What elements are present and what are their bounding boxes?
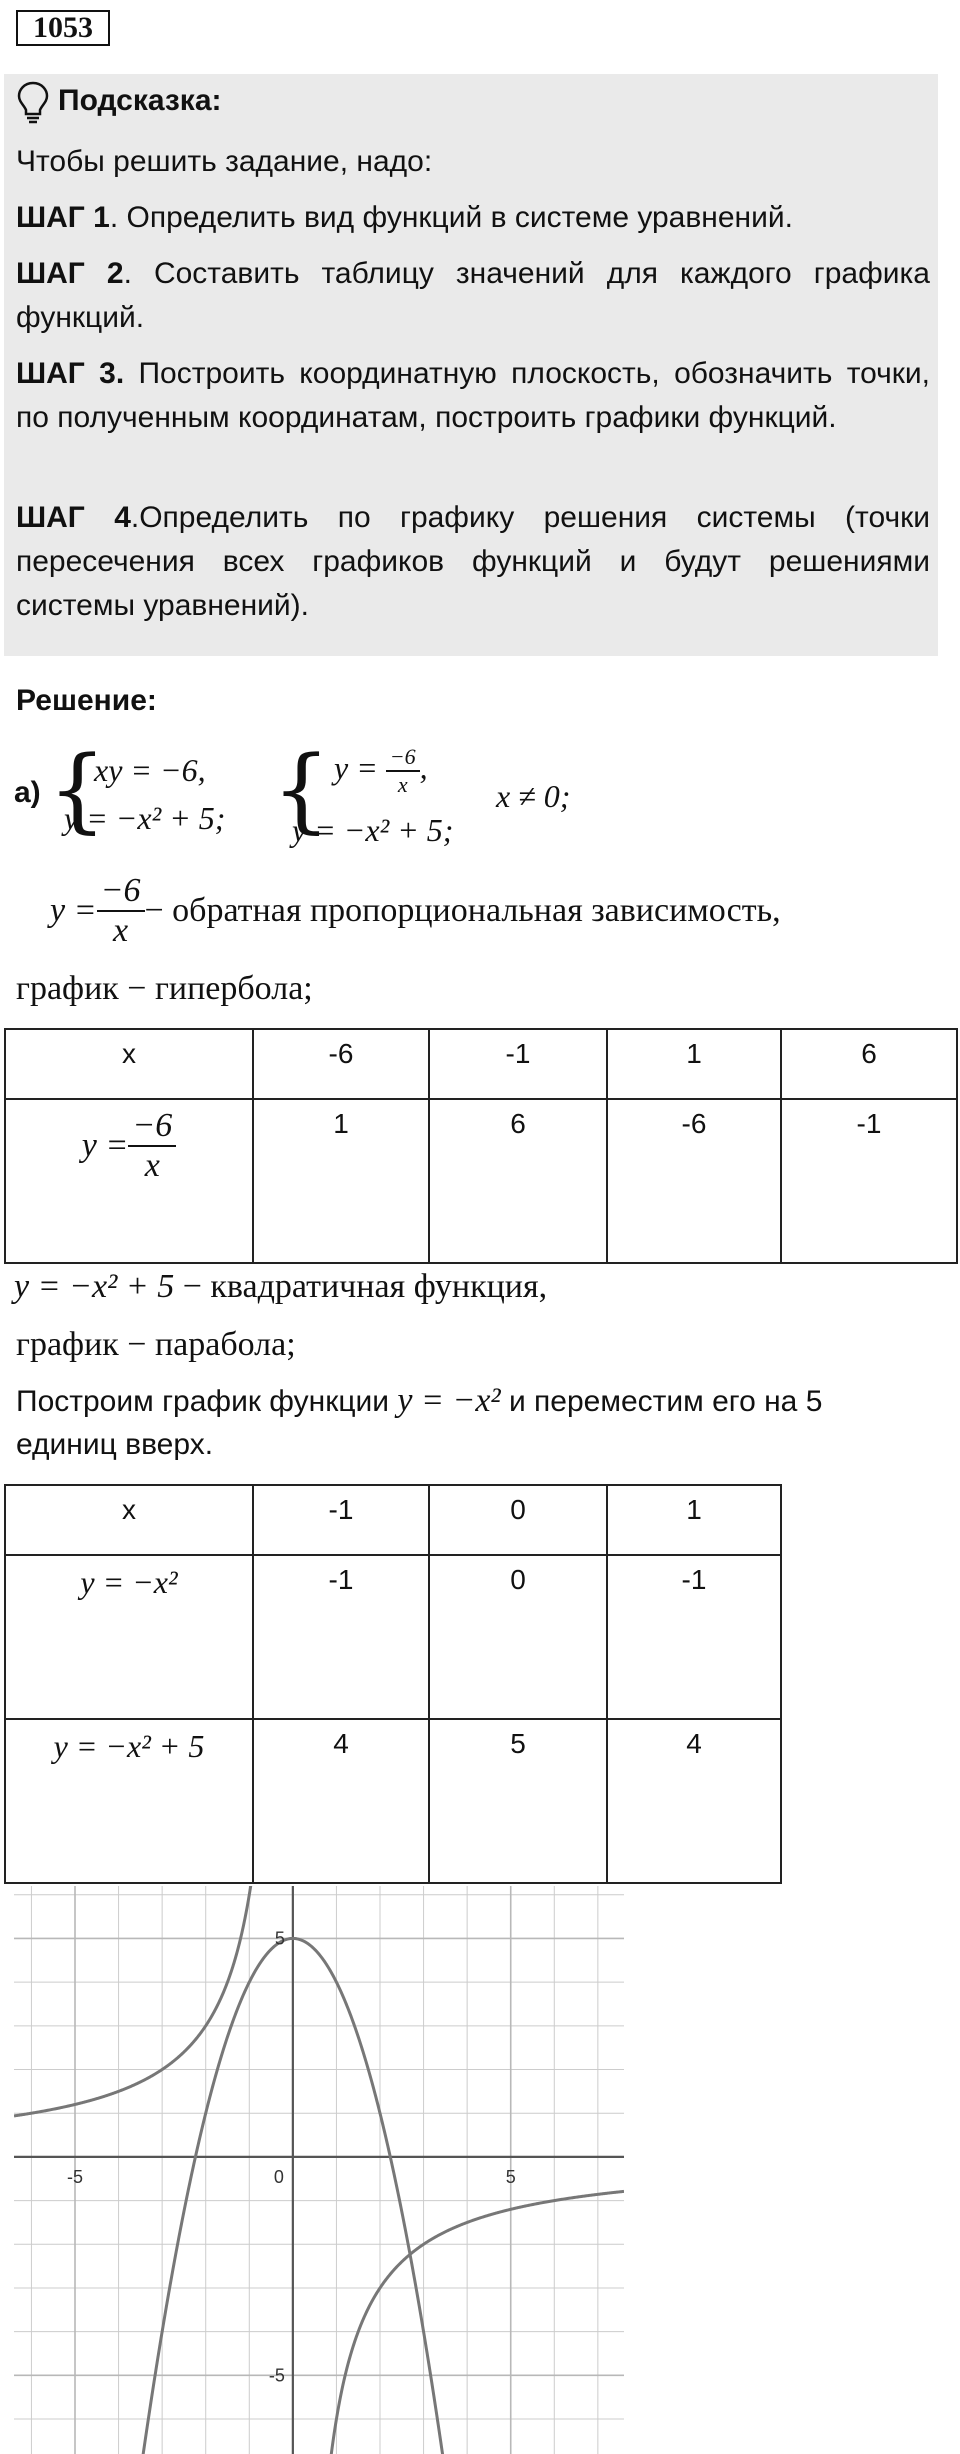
x-tick-label: -5 [66, 2166, 84, 2187]
x-tick-label: 5 [505, 2166, 516, 2187]
table-cell: -6 [607, 1099, 781, 1263]
table-cell: -1 [253, 1485, 429, 1555]
table-row [5, 1099, 957, 1263]
table-header-x: x [5, 1485, 253, 1555]
parabola-table [4, 1484, 782, 1884]
table-cell: -1 [429, 1029, 607, 1099]
build-instruction-cont: единиц вверх. [16, 1428, 214, 1461]
lightbulb-icon [16, 80, 50, 129]
table-row-label: y = −x² [5, 1555, 253, 1719]
hyperbola-right-branch [330, 2191, 624, 2454]
condition: x ≠ 0; [496, 778, 571, 814]
table-row [5, 1485, 781, 1555]
hyperbola-description: y = $\frac{-6}{x}$ − обратная пропорциональная зависимость, [50, 872, 781, 949]
hyperbola-table [4, 1028, 958, 1264]
table-cell: -1 [607, 1555, 781, 1719]
table-row-label: y = −x² + 5 [5, 1719, 253, 1883]
hint-intro: Чтобы решить задание, надо: [16, 145, 433, 178]
table-row [5, 1719, 781, 1883]
system1-eq2: y = −x² + 5; [64, 800, 226, 836]
table-cell: 1 [253, 1099, 429, 1263]
table-cell: 1 [607, 1485, 781, 1555]
system2-brace: { [272, 736, 331, 843]
y-tick-label: 5 [274, 1928, 285, 1949]
part-label: а) [14, 776, 41, 809]
hyperbola-left-branch [14, 1886, 256, 2116]
table-row [5, 1029, 957, 1099]
parabola-description: y = −x² + 5 − квадратичная функция, [14, 1268, 548, 1305]
hint-step-1: ШАГ 1. Определить вид функций в системе уравнений. [16, 201, 793, 234]
system1-brace: { [48, 736, 107, 843]
hint-step-4: ШАГ 4.Определить по графику решения системы (точки пересечения всех графиков функций и будут решениями системы уравнений). [16, 501, 930, 622]
hint-title: Подсказка: [58, 84, 222, 117]
hyperbola-graph-type: график − гипербола; [16, 970, 313, 1007]
table-cell: 6 [429, 1099, 607, 1263]
hint-step-2: ШАГ 2. Составить таблицу значений для каждого графика функций. [16, 257, 930, 334]
function-graph [14, 1886, 624, 2454]
table-cell: 5 [429, 1719, 607, 1883]
build-instruction: Построим график функции y = −x² и переместим его на 5 [16, 1382, 823, 1419]
table-cell: 0 [429, 1485, 607, 1555]
table-cell: 0 [429, 1555, 607, 1719]
system2-eq2: y = −x² + 5; [292, 812, 454, 848]
table-cell: -1 [781, 1099, 957, 1263]
table-cell: -6 [253, 1029, 429, 1099]
hint-box [4, 74, 938, 656]
table-row [5, 1555, 781, 1719]
parabola-graph-type: график − парабола; [16, 1326, 296, 1363]
task-number: 1053 [16, 10, 110, 46]
table-header-x: x [5, 1029, 253, 1099]
system2-eq1: y = $\frac{-6}{x}$ , [334, 744, 428, 797]
table-cell: 6 [781, 1029, 957, 1099]
table-cell: 1 [607, 1029, 781, 1099]
hint-step-3: ШАГ 3. Построить координатную плоскость, обозначить точки, по полученным координатам, построить графики функций. [16, 357, 930, 434]
solution-heading: Решение: [16, 684, 157, 717]
table-row-label: y = $\frac{-6}{x}$ [5, 1099, 253, 1263]
x-tick-label: 0 [273, 2166, 284, 2187]
system1-eq1: xy = −6, [94, 752, 206, 788]
table-cell: -1 [253, 1555, 429, 1719]
table-cell: 4 [607, 1719, 781, 1883]
y-tick-label: -5 [268, 2365, 285, 2386]
table-cell: 4 [253, 1719, 429, 1883]
